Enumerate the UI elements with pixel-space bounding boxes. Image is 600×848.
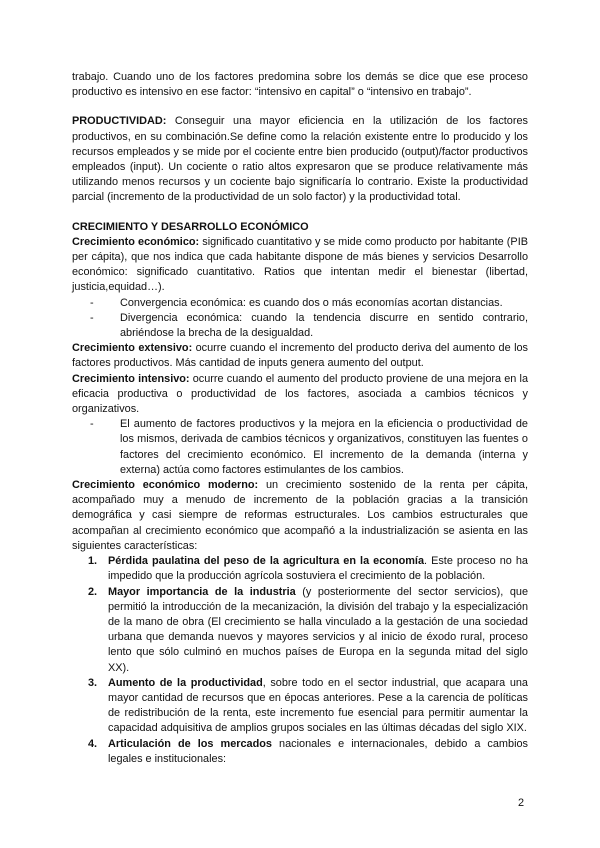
moderno-term: Crecimiento económico moderno: [72,479,259,492]
intensivo-paragraph [72,372,528,418]
list-item-text: , sobre todo en el sector industrial, que acapara una mayor cantidad de recursos que en épocas anteriores. Pese a la carencia de políticas de redistribución de la renta, este incremento fue esencial para permitir aumentar la capacidad adquisitiva de amplios grupos sociales en las últimas décadas del siglo XIX. [108,676,528,735]
list-item: - Divergencia económica: cuando la tendencia discurre en sentido contrario, abriéndose la brecha de la desigualdad. [120,311,528,341]
characteristics-list [72,554,528,767]
list-item-text: . Este proceso no ha impedido que la producción agrícola sostuviera el crecimiento de la población. [108,555,528,583]
intensivo-text: ocurre cuando el aumento del producto proviene de una mejora en la eficacia productiva o productividad de los factores, asociada a cambios técnicos y organizativos. [72,372,529,416]
list-item-title: Pérdida paulatina del peso de la agricultura en la economía [108,555,425,568]
list-item-title: Aumento de la productividad [108,676,263,689]
list-item: - Convergencia económica: es cuando dos o más economías acortan distancias. [120,296,528,311]
productividad-text: Conseguir una mayor eficiencia en la utilización de los factores productivos, en su combinación.Se define como la relación existente entre lo producido y los recursos empleados y se mide por el cociente entre bien producido (output)/factor productivos empleados (input). Un cociente o ratio altos expresaron que se produce relativamente más utilizando menos recursos y un cociente bajo significaría lo contrario. Existe la productividad parcial (incremento de la productividad de un solo factor) y la productividad total. [72,115,528,204]
moderno-text: un crecimiento sostenido de la renta per cápita, acompañado muy a menudo de incremento de la población gracias a la transición demográfica y casi siempre de reformas estructurales. Los cambios estructurales que acompañan al crecimiento económico que acompañó a la industrialización se asienta en las siguientes características: [72,479,528,552]
productividad-paragraph [72,114,528,205]
list-item-title: Articulación de los mercados [108,737,272,750]
list-item-text: nacionales e internacionales, debido a cambios legales e institucionales: [108,737,528,765]
intensivo-term: Crecimiento intensivo: [72,372,190,385]
intro-paragraph: trabajo. Cuando uno de los factores predomina sobre los demás se dice que ese proceso productivo es intensivo en ese factor: “intensivo en capital” o “intensivo en trabajo”. [72,71,528,99]
productividad-term: PRODUCTIVIDAD: [72,115,167,128]
document-body [72,70,528,767]
extensivo-term: Crecimiento extensivo: [72,342,193,355]
crecimiento-economico-paragraph [72,235,528,296]
page-number: 2 [518,797,525,809]
sources-list [72,417,528,478]
crecimiento-economico-text: significado cuantitativo y se mide como producto por habitante (PIB per cápita), que nos indica que cada habitante dispone de más bienes y servicios Desarrollo económico: significado cuantitativo. Ratios que intentan medir el bienestar (libertad, justicia,equidad…). [72,235,528,294]
list-number: 4. [88,737,98,750]
list-item [88,585,528,676]
list-item-text: (y posteriormente del sector servicios), que permitió la introducción de la mecanización, la división del trabajo y la especialización de la mano de obra (El crecimiento se halla vinculado a la gestación de una sociedad urbana que demanda nuevos y mayores servicios y al inicio de éxodo rural, proceso lento que sólo culminó en muchos países de Europa en la segunda mitad del siglo XX). [108,585,528,674]
convergence-list [72,296,528,342]
list-number: 1. [88,555,98,568]
list-number: 2. [88,585,98,598]
section-heading: CRECIMIENTO Y DESARROLLO ECONÓMICO [72,220,309,233]
moderno-paragraph [72,478,528,554]
list-number: 3. [88,676,98,689]
list-item [88,554,528,584]
list-item [88,737,528,767]
list-item: - El aumento de factores productivos y la mejora en la eficiencia o productividad de los mismos, derivada de cambios técnicos y organizativos, constituyen las fuentes o factores del crecimiento económico. El incremento de la demanda (interna y externa) actúa como factores estimulantes de los cambios. [120,417,528,478]
list-item-title: Mayor importancia de la industria [108,585,296,598]
extensivo-paragraph [72,341,528,371]
crecimiento-economico-term: Crecimiento económico: [72,235,200,248]
extensivo-text: ocurre cuando el incremento del producto deriva del aumento de los factores productivos. Más cantidad de inputs genera aumento del output. [72,342,528,370]
list-item [88,676,528,737]
